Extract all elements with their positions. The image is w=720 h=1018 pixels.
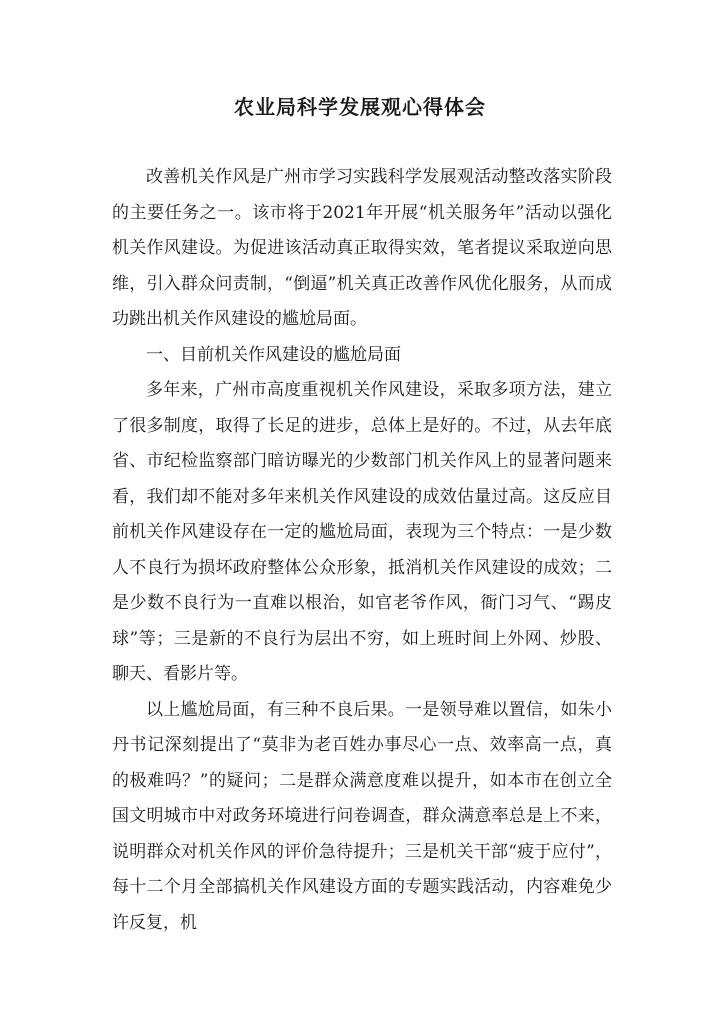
- document-body: [112, 160, 612, 941]
- paragraph-situation: 多年来，广州市高度重视机关作风建设，采取多项方法，建立了很多制度，取得了长足的进步，总体上是好的。不过，从去年底省、市纪检监察部门暗访曝光的少数部门机关作风上的显著问题来看，我们却不能对多年来机关作风建设的成效估量过高。这反应目前机关作风建设存在一定的尴尬局面，表现为三个特点：一是少数人不良行为损坏政府整体公众形象，抵消机关作风建设的成效；二是少数不良行为一直难以根治，如官老爷作风，衙门习气、“踢皮球”等；三是新的不良行为层出不穷，如上班时间上外网、炒股、聊天、看影片等。: [112, 380, 612, 684]
- paragraph-intro: 改善机关作风是广州市学习实践科学发展观活动整改落实阶段的主要任务之一。该市将于2021年开展“机关服务年”活动以强化机关作风建设。为促进该活动真正取得实效，笔者提议采取逆向思维，引入群众问责制，“倒逼”机关真正改善作风优化服务，从而成功跳出机关作风建设的尴尬局面。: [112, 167, 612, 329]
- paragraph-consequences: 以上尴尬局面，有三种不良后果。一是领导难以置信，如朱小丹书记深刻提出了“莫非为老百姓办事尽心一点、效率高一点，真的极难吗？”的疑问；二是群众满意度难以提升，如本市在创立全国文明城市中对政务环境进行问卷调查，群众满意率总是上不来，说明群众对机关作风的评价急待提升；三是机关干部“疲于应付”，每十二个月全部搞机关作风建设方面的专题实践活动，内容难免少许反复，机: [112, 699, 612, 933]
- document-title: 农业局科学发展观心得体会: [234, 95, 486, 119]
- section-heading-1: 一、目前机关作风建设的尴尬局面: [146, 344, 401, 365]
